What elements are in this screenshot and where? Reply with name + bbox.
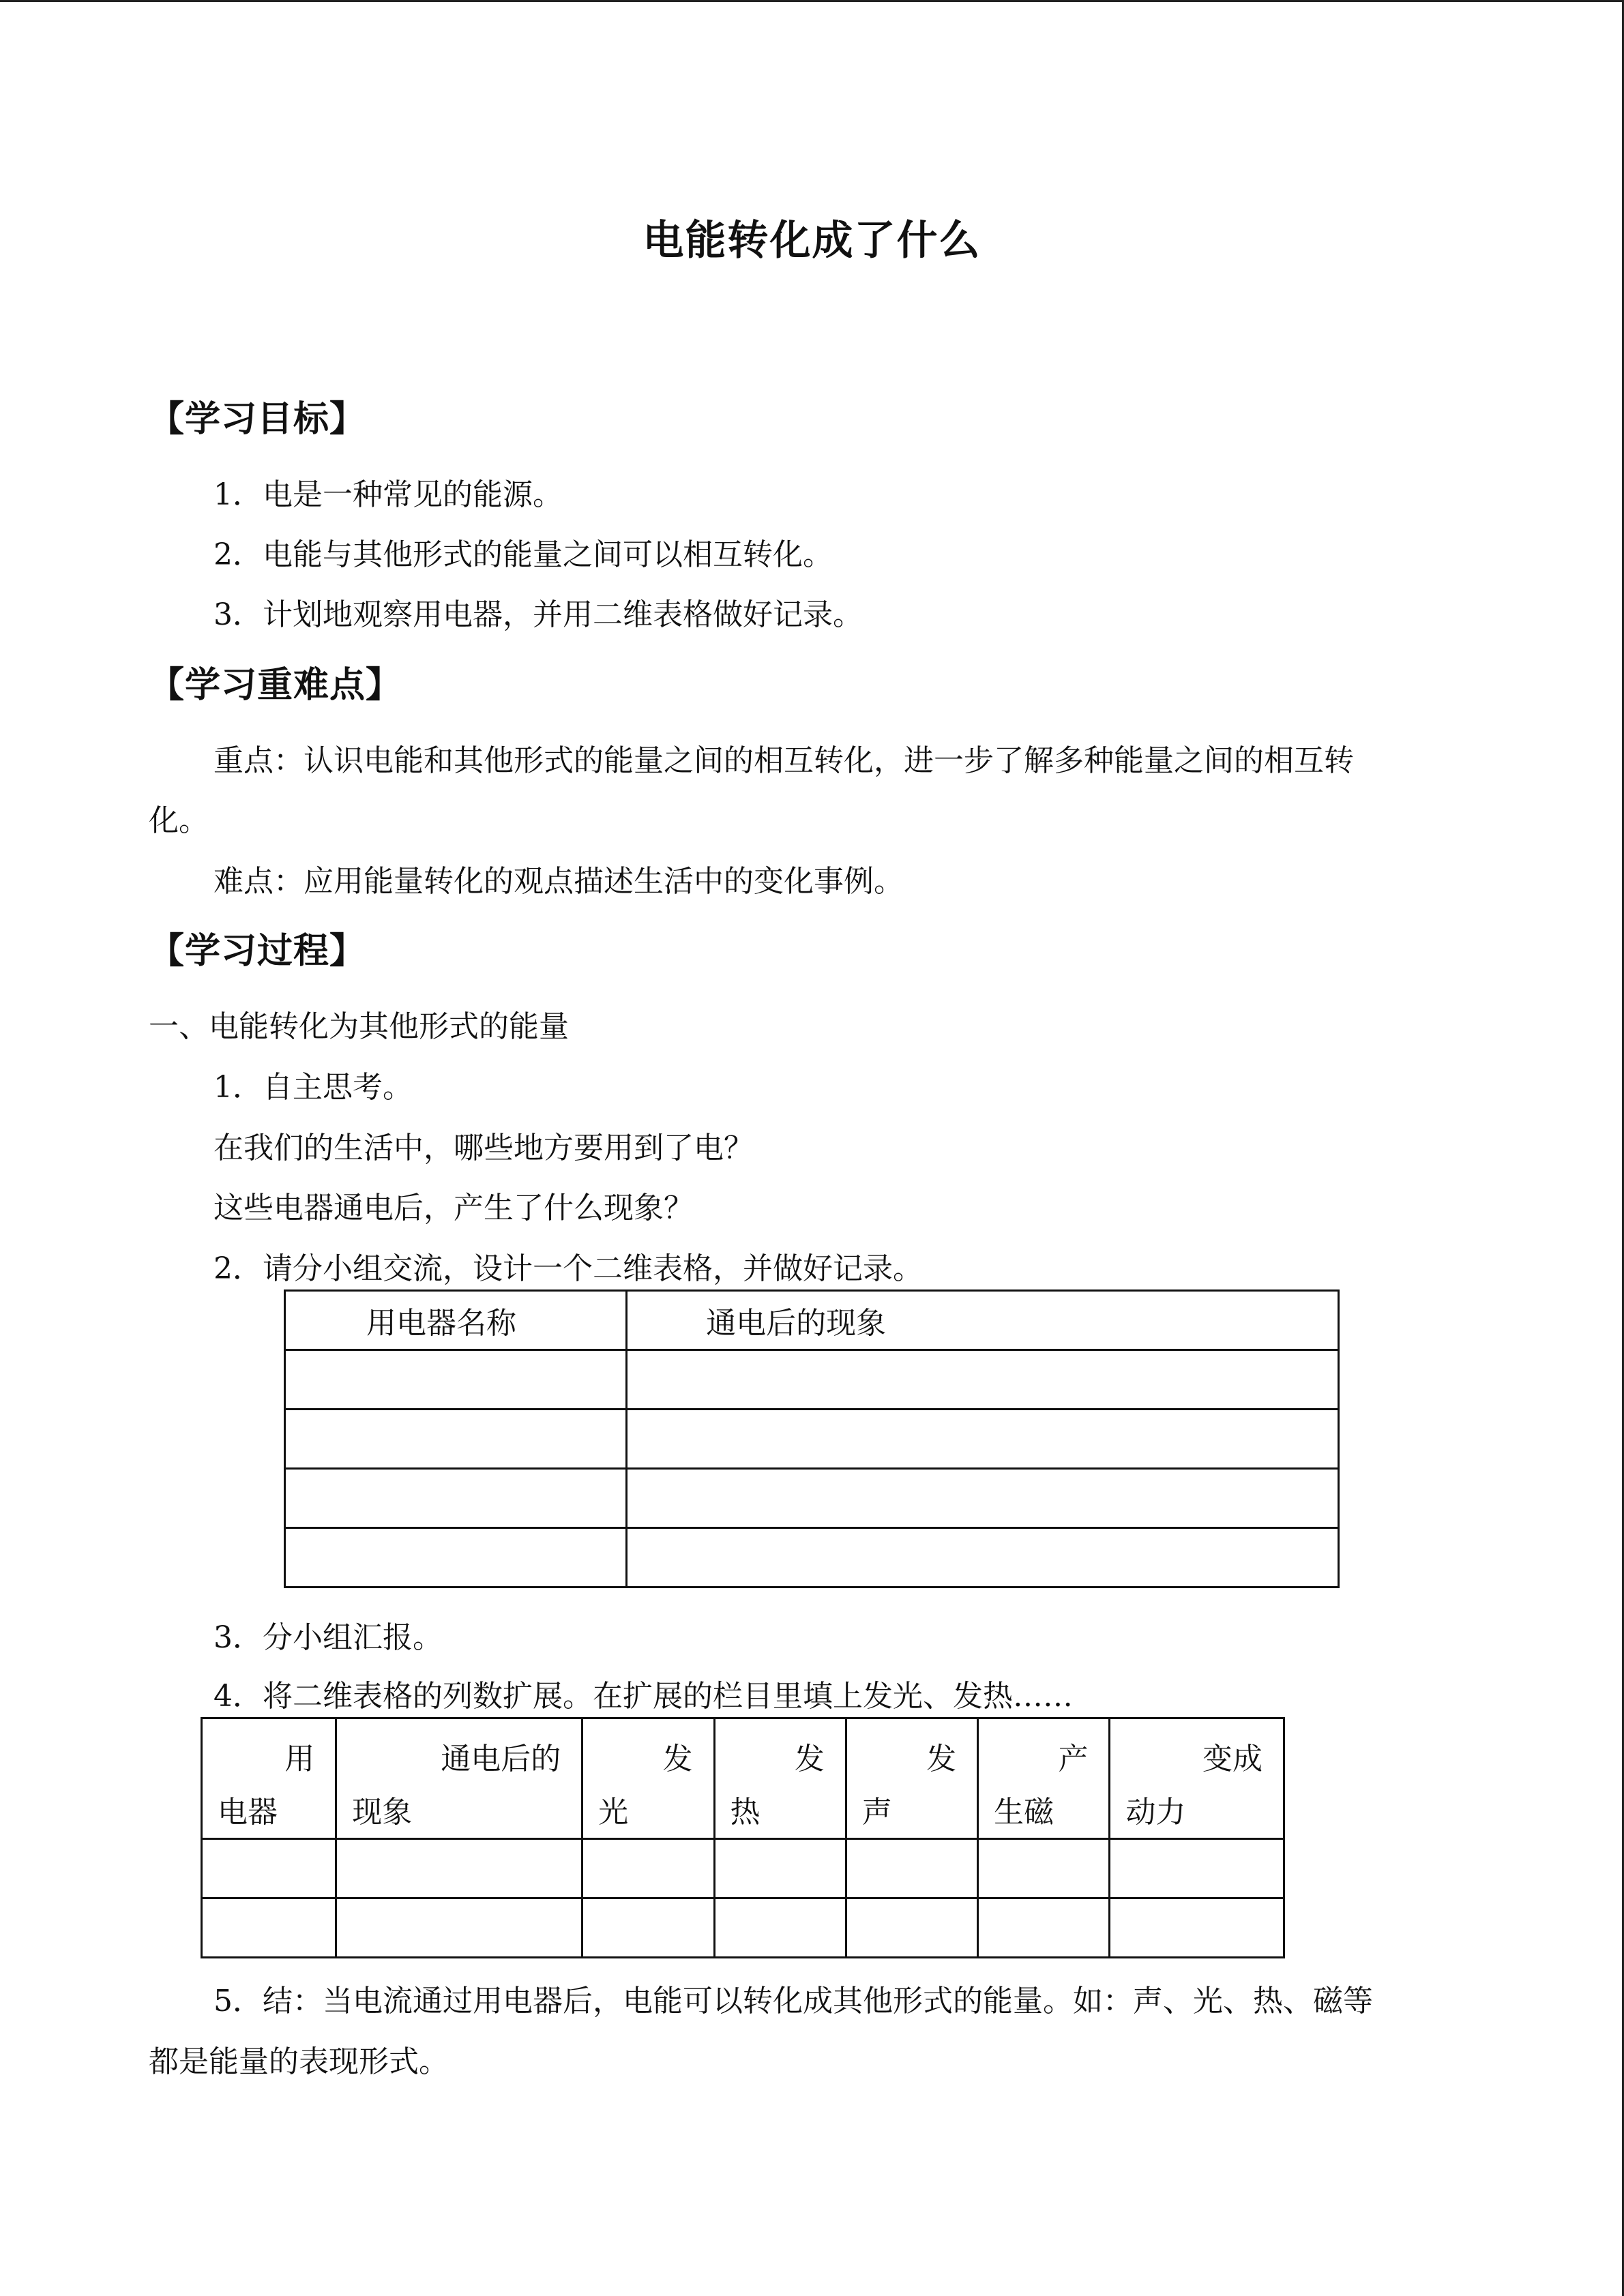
heading-learning-goals: 【学习目标】 <box>149 399 366 440</box>
table-cell[interactable] <box>978 1898 1110 1958</box>
table-cell[interactable] <box>285 1528 627 1587</box>
table-row <box>285 1410 1339 1469</box>
table-row <box>285 1528 1339 1587</box>
step-5-line-1: 5．结：当电流通过用电器后，电能可以转化成其他形式的能量。如：声、光、热、磁等 <box>213 1984 1373 2018</box>
table-cell[interactable] <box>285 1469 627 1528</box>
goal-item-1: 1．电是一种常见的能源。 <box>213 477 563 512</box>
table-row <box>202 1839 1284 1898</box>
table-header-cell: 用 电器 <box>202 1718 336 1839</box>
table-cell[interactable] <box>285 1410 627 1469</box>
table-header-cell: 用电器名称 <box>285 1291 627 1350</box>
table-header-cell: 变成 动力 <box>1110 1718 1284 1839</box>
heading-key-points: 【学习重难点】 <box>149 665 402 706</box>
appliance-record-table <box>284 1289 1340 1588</box>
step-2: 2．请分小组交流，设计一个二维表格，并做好记录。 <box>213 1251 923 1286</box>
table-header-cell: 发 声 <box>846 1718 977 1839</box>
question-1: 在我们的生活中，哪些地方要用到了电？ <box>213 1131 754 1165</box>
table-cell[interactable] <box>1110 1839 1284 1898</box>
question-2: 这些电器通电后，产生了什么现象？ <box>213 1191 694 1225</box>
step-4: 4．将二维表格的列数扩展。在扩展的栏目里填上发光、发热…… <box>213 1679 1073 1714</box>
difficulty-line: 难点：应用能量转化的观点描述生活中的变化事例。 <box>213 864 904 899</box>
table-cell[interactable] <box>336 1839 582 1898</box>
table-cell[interactable] <box>582 1839 714 1898</box>
table-header-row <box>285 1291 1339 1350</box>
table-cell[interactable] <box>582 1898 714 1958</box>
energy-conversion-table <box>201 1717 1285 1958</box>
table-header-cell: 产 生磁 <box>978 1718 1110 1839</box>
table-cell[interactable] <box>714 1898 846 1958</box>
focus-line-2: 化。 <box>149 803 209 838</box>
table-cell[interactable] <box>627 1528 1339 1587</box>
table-cell[interactable] <box>627 1350 1339 1410</box>
goal-item-3: 3．计划地观察用电器，并用二维表格做好记录。 <box>213 597 863 632</box>
table-header-cell: 通电后的 现象 <box>336 1718 582 1839</box>
table-cell[interactable] <box>202 1898 336 1958</box>
table-cell[interactable] <box>627 1410 1339 1469</box>
table-row <box>285 1469 1339 1528</box>
step-1: 1．自主思考。 <box>213 1070 413 1105</box>
goal-item-2: 2．电能与其他形式的能量之间可以相互转化。 <box>213 537 833 572</box>
focus-line-1: 重点：认识电能和其他形式的能量之间的相互转化，进一步了解多种能量之间的相互转 <box>213 743 1354 778</box>
table-cell[interactable] <box>846 1898 977 1958</box>
table-cell[interactable] <box>846 1839 977 1898</box>
document-title: 电能转化成了什么 <box>643 217 981 265</box>
heading-learning-process: 【学习过程】 <box>149 931 366 972</box>
table-cell[interactable] <box>978 1839 1110 1898</box>
step-5-line-2: 都是能量的表现形式。 <box>149 2044 449 2079</box>
table-header-cell: 发 热 <box>714 1718 846 1839</box>
table-header-cell: 通电后的现象 <box>627 1291 1339 1350</box>
part1-title: 一、电能转化为其他形式的能量 <box>149 1009 569 1044</box>
table-row <box>285 1350 1339 1410</box>
table-cell[interactable] <box>285 1350 627 1410</box>
table-header-row <box>202 1718 1284 1839</box>
table-header-cell: 发 光 <box>582 1718 714 1839</box>
table-cell[interactable] <box>202 1839 336 1898</box>
step-3: 3．分小组汇报。 <box>213 1620 443 1655</box>
table-row <box>202 1898 1284 1958</box>
page-top-border <box>0 0 1624 2</box>
table-cell[interactable] <box>1110 1898 1284 1958</box>
table-cell[interactable] <box>627 1469 1339 1528</box>
table-cell[interactable] <box>336 1898 582 1958</box>
table-cell[interactable] <box>714 1839 846 1898</box>
